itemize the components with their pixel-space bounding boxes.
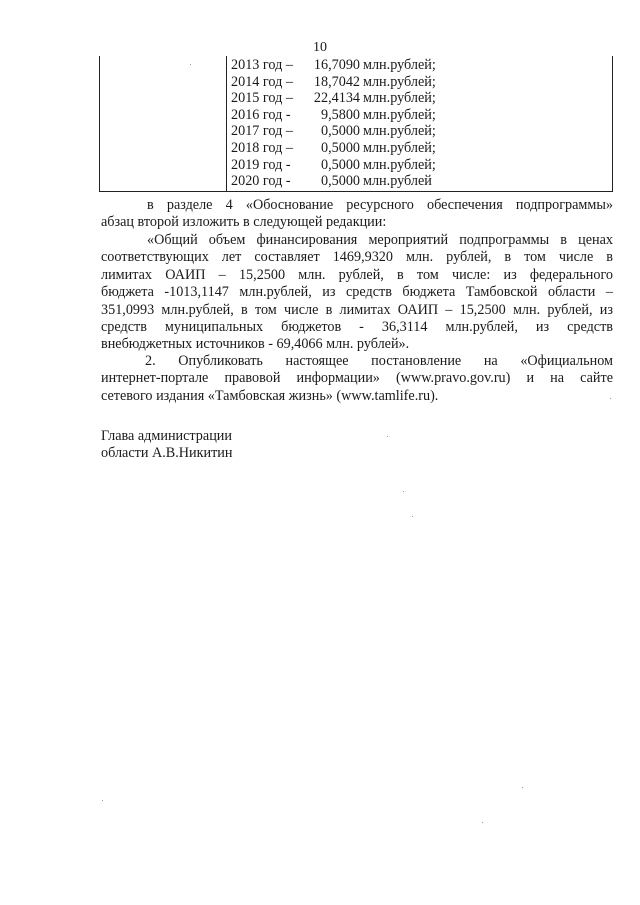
funding-amount: 0,5000 [320, 156, 360, 173]
signature-block [101, 428, 232, 461]
publication-paragraph [101, 353, 613, 405]
funding-unit: млн.рублей; [363, 123, 436, 140]
paragraph-line: соответствующих лет составляет 1469,9320 млн. рублей, в том числе в [101, 249, 613, 266]
paragraph-line: лимитах ОАИП – 15,2500 млн. рублей, в том числе: из федерального [101, 266, 613, 283]
funding-amount: 16,7090 [313, 57, 360, 73]
paragraph-line: средств муниципальных бюджетов - 36,3114 млн.рублей, из средств [101, 319, 613, 336]
table-column-divider [226, 56, 227, 191]
funding-amount: 0,5000 [320, 173, 360, 190]
funding-row [231, 57, 436, 74]
section4-intro-paragraph [101, 197, 613, 232]
scan-speck [190, 64, 191, 65]
funding-unit: млн.рублей; [363, 156, 436, 173]
funding-row [231, 140, 436, 157]
paragraph-line: внебюджетных источников - 69,4066 млн. рублей». [101, 336, 410, 353]
paragraph-line: в разделе 4 «Обоснование ресурсного обеспечения подпрограммы» [147, 197, 613, 213]
paragraph-line: 351,0993 млн.рублей, в том числе в лимитах ОАИП – 15,2500 млн. рублей, из [101, 301, 613, 318]
funding-unit: млн.рублей [363, 173, 432, 190]
funding-unit: млн.рублей; [363, 106, 436, 123]
scan-speck [102, 800, 103, 801]
section4-text-paragraph [101, 232, 613, 354]
signature-title-line1: Глава администрации [101, 428, 232, 444]
scan-speck [403, 491, 404, 492]
paragraph-line: сетевого издания «Тамбовская жизнь» (www.tamlife.ru). [101, 387, 439, 404]
funding-unit: млн.рублей; [363, 139, 436, 156]
funding-amount: 0,5000 [320, 139, 360, 156]
funding-year: 2019 год - [231, 156, 291, 173]
funding-year: 2013 год – [231, 57, 293, 73]
funding-amount: 18,7042 [313, 73, 360, 90]
funding-unit: млн.рублей; [363, 57, 436, 73]
funding-year: 2018 год – [231, 139, 293, 156]
funding-amount: 22,4134 [313, 90, 360, 107]
paragraph-line: «Общий объем финансирования мероприятий подпрограммы в ценах [147, 232, 613, 248]
funding-year: 2015 год – [231, 90, 293, 107]
scan-speck [482, 822, 483, 823]
funding-row [231, 74, 436, 91]
signature-title-line2: области А.В.Никитин [101, 444, 233, 461]
funding-row [231, 90, 436, 107]
funding-amount: 9,5800 [320, 106, 360, 123]
paragraph-line: интернет-портале правовой информации» (www.pravo.gov.ru) и на сайте [101, 370, 613, 387]
scan-speck [412, 516, 413, 517]
paragraph-line: 2. Опубликовать настоящее постановление на «Официальном [145, 353, 613, 369]
funding-row [231, 157, 436, 174]
page-number: 10 [313, 40, 327, 55]
paragraph-line: абзац второй изложить в следующей редакции: [101, 214, 387, 231]
funding-year: 2020 год - [231, 173, 291, 190]
funding-unit: млн.рублей; [363, 90, 436, 107]
paragraph-line: бюджета -1013,1147 млн.рублей, из средств бюджета Тамбовской области – [101, 284, 613, 301]
funding-table [99, 56, 613, 192]
funding-row [231, 123, 436, 140]
scan-speck [610, 398, 611, 399]
funding-year: 2017 год – [231, 123, 293, 140]
funding-year-list [231, 57, 436, 190]
funding-row [231, 173, 436, 190]
scan-speck [387, 436, 388, 437]
funding-amount: 0,5000 [320, 123, 360, 140]
funding-year: 2014 год – [231, 73, 293, 90]
funding-year: 2016 год - [231, 106, 291, 123]
funding-unit: млн.рублей; [363, 73, 436, 90]
funding-row [231, 107, 436, 124]
scan-speck [522, 787, 523, 788]
